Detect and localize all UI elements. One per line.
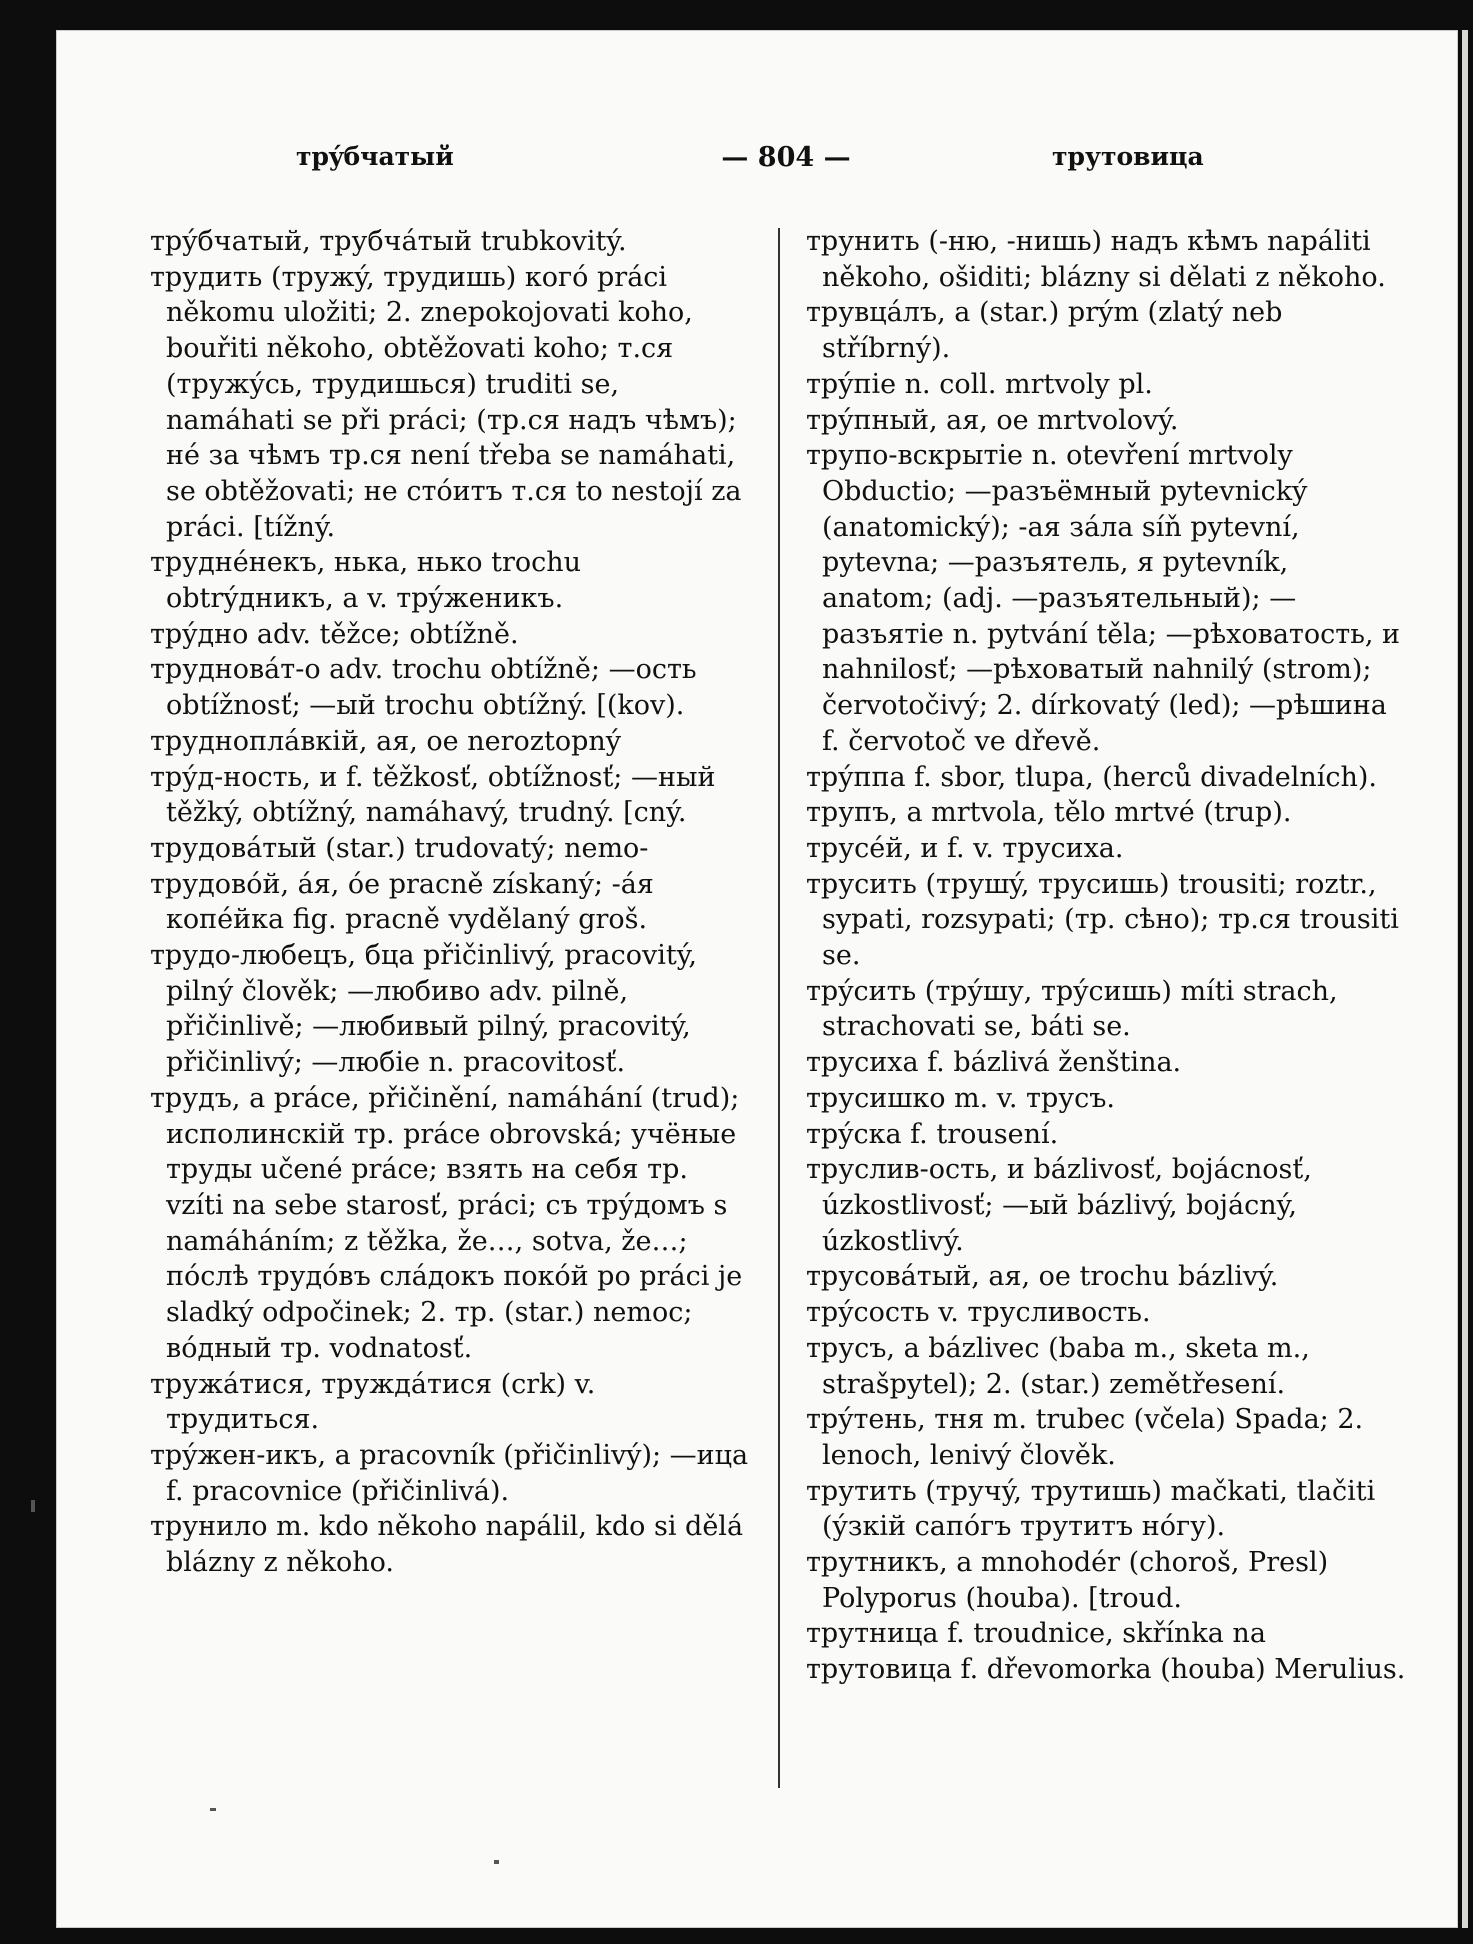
entry: трýпный, ая, ое mrtvolový. <box>806 404 1179 436</box>
scan-speck <box>31 1500 35 1512</box>
scan-speck <box>494 1860 499 1864</box>
page-number: — 804 — <box>721 142 851 173</box>
entry: трýбчатый, трубчáтый trubkovitý. <box>150 226 627 257</box>
left-column <box>150 224 750 1581</box>
entry: трýжен-икъ, a pracovník (přičinlivý); —ица f. pracovnice (přičinlivá). <box>150 1439 749 1507</box>
entry: трусишко m. v. трусъ. <box>806 1082 1116 1114</box>
entry: трудовáтый (star.) trudovatý; nemo- <box>150 832 649 864</box>
scan-speck <box>210 1808 216 1811</box>
entry: трýппа f. sbor, tlupa, (herců divadelních). <box>806 761 1377 793</box>
entry: трунило m. kdo někoho napálil, kdo si dělá blázny z někoho. <box>150 1511 744 1579</box>
entry: трýд-ность, и f. těžkosť, obtížnosť; —ный těžký, obtížný, namáhavý, trudný. [cný. <box>150 761 716 829</box>
entry: трудъ, a práce, přičinění, namáhání (trud); исполинскій тр. práce obrovská; учёные труды učené práce; взять на себя тр. vzíti na sebe starosť, práci; съ трýдомъ s namáháním; z těžka, že…, sotva, že…; пóслѣ трудóвъ слáдокъ покóй po práci je sladký odpočinek; 2. тр. (star.) nemoc; вóдный тр. vodnatosť. <box>150 1082 743 1364</box>
entry: трусиха f. bázlivá ženština. <box>806 1047 1182 1079</box>
entry: трудить (тружý, трудишь) когó práci někomu uložiti; 2. znepokojovati koho, bouřiti někoho, obtěžovati koho; т.ся (тружýсь, трудишься) truditi se, namáhati se při práci; (тр.ся надъ чѣмъ); нé за чѣмъ тр.ся není třeba se namáhati, se obtěžovati; не стóитъ т.ся to nestojí za práci. [tížný. <box>150 261 742 543</box>
entry: трусовáтый, ая, ое trochu bázlivý. <box>806 1261 1279 1293</box>
entry: трýдно adv. těžce; obtížně. <box>150 618 519 650</box>
entry: трупъ, a mrtvola, tělo mrtvé (trup). <box>806 797 1292 829</box>
right-column <box>806 224 1406 1688</box>
entry: труднопла́вкій, ая, ое neroztopný <box>150 725 621 757</box>
page-edge <box>1462 30 1468 1928</box>
header-left-word: трýбчатый <box>296 142 454 171</box>
header-right-word: трутовица <box>1052 142 1204 171</box>
entry: трýска f. trousení. <box>806 1118 1059 1150</box>
entry: трудо-любецъ, бца přičinlivý, pracovitý, pilný člověk; —любиво adv. pilně, přičinlivě; —любивый pilný, pracovitý, přičinlivý; —любіе n. pracovitosť. <box>150 940 697 1079</box>
entry: трусить (трушý, трусишь) trousiti; roztr., sypati, rozsypati; (тр. сѣно); тр.ся trousiti se. <box>806 868 1399 972</box>
entry: трувцáлъ, a (star.) prým (zlatý neb stříbrný). <box>806 297 1283 365</box>
page-header <box>0 142 1473 182</box>
entry: тружáтися, труждáтися (crk) v. трудиться. <box>150 1368 596 1436</box>
entry: трýтень, тня m. trubec (včela) Spada; 2. lenoch, lenivý člověk. <box>806 1404 1364 1471</box>
column-divider <box>778 228 780 1788</box>
entry: трупо-вскрытіе n. otevření mrtvoly Obductio; —разъёмный pytevnický (anatomický); -ая зáла síň pytevní, pytevna; —разъятель, я pytevník, anatom; (adj. —разъятельный); —разъятіе n. pytvání těla; —рѣховатость, и nahnilosť; —рѣховатый nahnilý (strom); červotočivý; 2. dírkovatý (led); —рѣшина f. červotoč ve dřevě. <box>806 440 1401 757</box>
entry: трусъ, a bázlivec (baba m., sketa m., strašpytel); 2. (star.) zemětřesení. <box>806 1332 1310 1400</box>
entry: трутить (тручý, трутишь) mačkati, tlačiti (ýзкій сапóгъ трутитъ нóгу). <box>806 1475 1376 1543</box>
entry: трутовица f. dřevomorka (houba) Merulius. <box>806 1654 1406 1686</box>
entry: трудовóй, áя, óе pracně získaný; -áя копéйка fig. pracně vydělaný groš. <box>150 868 654 936</box>
entry: трýсить (трýшу, трýсишь) míti strach, strachovati se, báti se. <box>806 975 1338 1043</box>
entry: трýпіе n. coll. mrtvoly pl. <box>806 368 1153 400</box>
entry: трудновáт-о adv. trochu obtížně; —ость obtížnosť; —ый trochu obtížný. [(kov). <box>150 654 697 722</box>
entry: трусéй, и f. v. трусиха. <box>806 832 1124 864</box>
entry: трýсость v. трусливость. <box>806 1297 1151 1329</box>
entry: трутникъ, a mnohodér (choroš, Presl) Polyporus (houba). [troud. <box>806 1547 1329 1614</box>
entry: труслив-ость, и bázlivosť, bojácnosť, úzkostlivosť; —ый bázlivý, bojácný, úzkostlivý. <box>806 1154 1312 1257</box>
entry: трунить (-ню, -нишь) надъ кѣмъ napáliti někoho, ošiditi; blázny si dělati z někoho. <box>806 226 1386 293</box>
entry: труднéнекъ, нька, нько trochu obtrýдникъ, a v. трýженикъ. <box>150 547 582 615</box>
entry: трутница f. troudnice, skřínka na <box>806 1618 1266 1650</box>
